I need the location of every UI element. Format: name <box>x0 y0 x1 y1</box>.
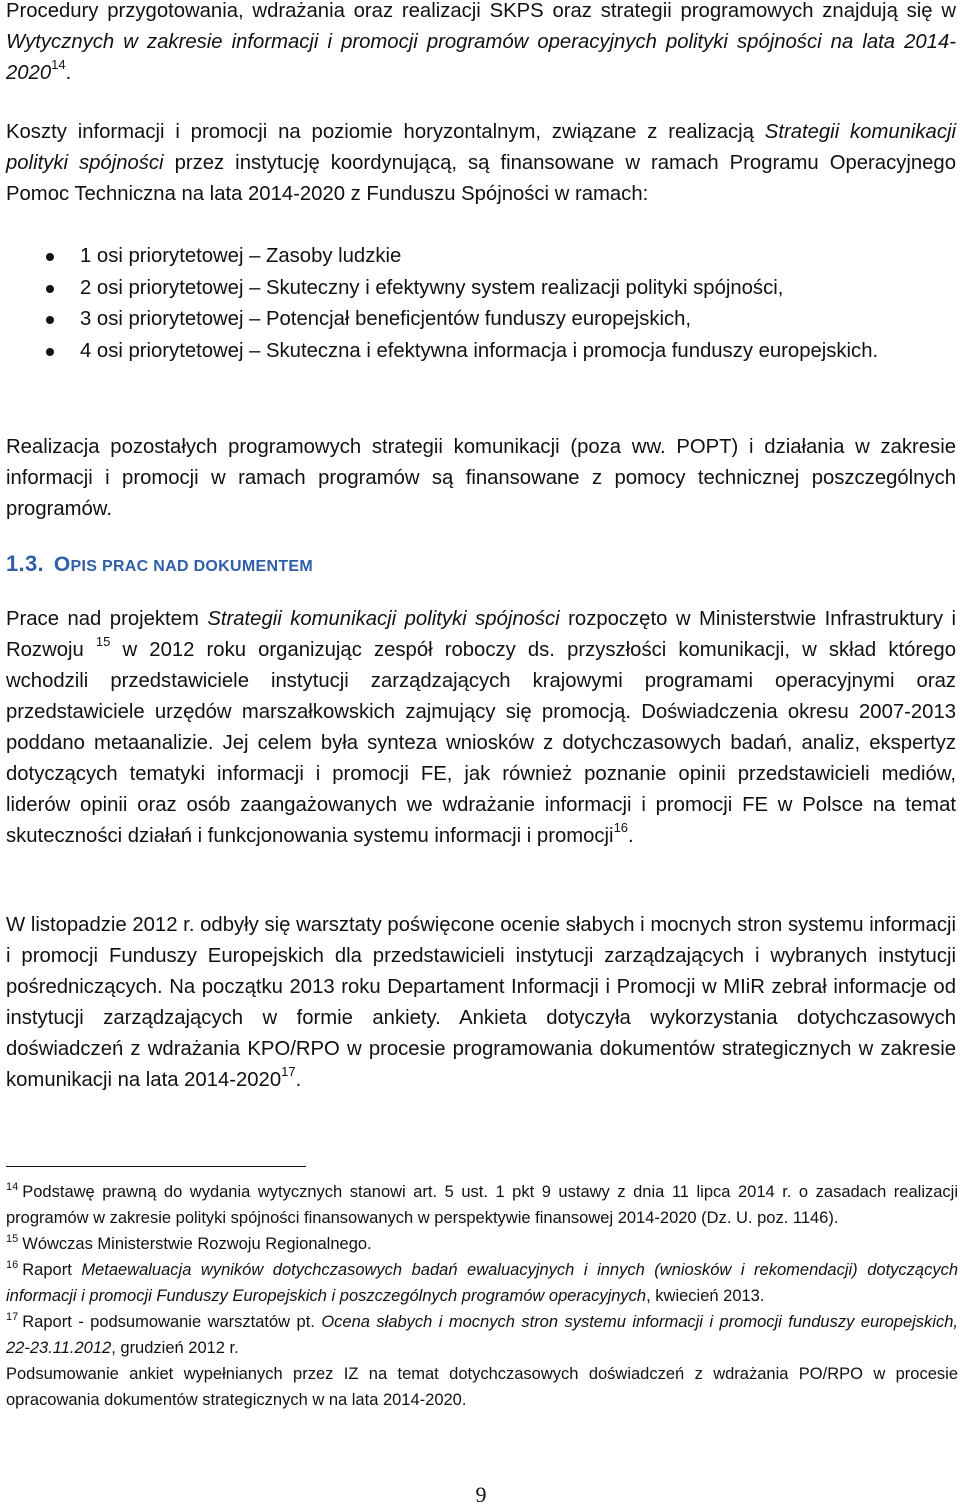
paragraph-text: rozpoczęto w Ministerstwie Infrastruktury i Rozwoju <box>6 608 957 661</box>
footnote-text: Raport - podsumowanie warsztatów pt. <box>22 1313 322 1331</box>
section-number: 1.3. <box>6 551 44 576</box>
footnote-text: Wówczas Ministerstwie Rozwoju Regionalnego. <box>22 1235 372 1253</box>
footnote-text: Raport <box>22 1261 82 1279</box>
paragraph-other-strategies: Realizacja pozostałych programowych strategii komunikacji (poza ww. POPT) i działania w zakresie informacji i promocji w ramach programów są finansowane z pomocy technicznej poszczególnych programów. <box>6 436 956 520</box>
paragraph-text: . <box>628 825 634 847</box>
paragraph-text: Koszty informacji i promocji na poziomie horyzontalnym, związane z realizacją <box>6 121 765 143</box>
footnote-ref-15[interactable]: 15 <box>95 634 111 650</box>
heading-title: PIS PRAC NAD DOKUMENTEM <box>70 558 314 575</box>
paragraph-workshops <box>6 910 956 1096</box>
list-item: 1 osi priorytetowej – Zasoby ludzkie <box>6 241 956 273</box>
document-title-italic: Wytycznych w zakresie informacji i promocji programów operacyjnych polityki spójności na lata 2014-2020 <box>6 31 956 84</box>
paragraph-text: . <box>65 62 72 84</box>
paragraph-text: Procedury przygotowania, wdrażania oraz realizacji SKPS oraz strategii programowych znajdują się w <box>6 0 956 22</box>
footnote-text: , kwiecień 2013. <box>646 1287 765 1305</box>
footnote-14 <box>6 1179 958 1231</box>
paragraph-costs <box>6 117 956 210</box>
paragraph-text: . <box>295 1069 302 1091</box>
list-item: 2 osi priorytetowej – Skuteczny i efektywny system realizacji polityki spójności, <box>6 273 956 305</box>
heading-initial: O <box>53 553 71 576</box>
report-title-italic: Ocena słabych i mocnych stron systemu informacji i promocji funduszy europejskich, 22-23.11.2012 <box>6 1313 958 1357</box>
footnote-15 <box>6 1231 958 1257</box>
footnote-number: 14 <box>6 1180 19 1193</box>
strategy-title-italic: Strategii komunikacji polityki spójności <box>207 608 560 630</box>
footnote-ref-17[interactable]: 17 <box>281 1064 296 1080</box>
paragraph-text: w 2012 roku organizując zespół roboczy ds. przyszłości komunikacji, w skład którego wchodzili przedstawiciele instytucji zarządzających krajowymi programami operacyjnymi oraz przedstawiciele urzędów marszałkowskich zajmujący się promocją. Doświadczenia okresu 2007-2013 poddano metaanalizie. Jej celem była synteza wniosków z dotychczasowych badań, analiz, ekspertyz dotyczących tematyki informacji i promocji FE, jak również poznanie opinii przedstawicieli mediów, liderów opinii oraz osób zaangażowanych we wdrażanie informacji i promocji FE w Polsce na temat skuteczności działań i funkcjonowania systemu informacji i promocji <box>6 639 956 847</box>
paragraph-text: W listopadzie 2012 r. odbyły się warsztaty poświęcone ocenie słabych i mocnych stron systemu informacji i promocji Funduszy Europejskich dla przedstawicieli instytucji zarządzających i wybranych instytucji pośredniczących. Na początku 2013 roku Departament Informacji i Promocji w MIiR zebrał informacje od instytucji zarządzających w formie ankiety. Ankieta dotyczyła wykorzystania dotychczasowych doświadczeń z wdrażania KPO/RPO w procesie programowania dokumentów strategicznych w zakresie komunikacji na lata 2014-2020 <box>6 914 956 1091</box>
footnote-separator <box>6 1166 306 1167</box>
list-item: 3 osi priorytetowej – Potencjał beneficjentów funduszy europejskich, <box>6 304 956 336</box>
footnote-ref-14[interactable]: 14 <box>51 57 66 73</box>
strategy-title-italic: Strategii komunikacji polityki spójności <box>6 121 956 174</box>
footnote-number: 17 <box>6 1310 19 1323</box>
paragraph-text: przez instytucję koordynującą, są finansowane w ramach Programu Operacyjnego Pomoc Techniczna na lata 2014-2020 z Funduszu Spójności w ramach: <box>6 152 956 205</box>
footnote-ref-16[interactable]: 16 <box>613 820 629 836</box>
footnote-16 <box>6 1257 958 1309</box>
footnote-17 <box>6 1309 958 1361</box>
footnote-text: Podstawę prawną do wydania wytycznych stanowi art. 5 ust. 1 pkt 9 ustawy z dnia 11 lipca 2014 r. o zasadach realizacji programów w zakresie polityki spójności finansowanych w perspektywie finansowej 2014-2020 (Dz. U. poz. 1146). <box>6 1183 958 1227</box>
footnote-number: 15 <box>6 1232 19 1245</box>
footnote-text: , grudzień 2012 r. <box>111 1339 239 1357</box>
paragraph-work-description <box>6 604 956 852</box>
paragraph-procedures <box>6 0 956 89</box>
footnote-number: 16 <box>6 1258 19 1271</box>
footnotes <box>6 1179 958 1413</box>
paragraph-text: Prace nad projektem <box>6 608 208 630</box>
priority-axes-list <box>6 241 956 367</box>
page-number: 9 <box>475 1482 487 1507</box>
list-item: 4 osi priorytetowej – Skuteczna i efektywna informacja i promocja funduszy europejskich. <box>6 336 956 368</box>
section-heading <box>6 551 313 577</box>
footnote-17-continued: Podsumowanie ankiet wypełnianych przez IZ na temat dotychczasowych doświadczeń z wdrażania PO/RPO w procesie opracowania dokumentów strategicznych w na lata 2014-2020. <box>6 1365 958 1409</box>
report-title-italic: Metaewaluacja wyników dotychczasowych badań ewaluacyjnych i innych (wniosków i rekomendacji) dotyczących informacji i promocji Funduszy Europejskich i poszczególnych programów operacyjnych <box>6 1261 959 1305</box>
